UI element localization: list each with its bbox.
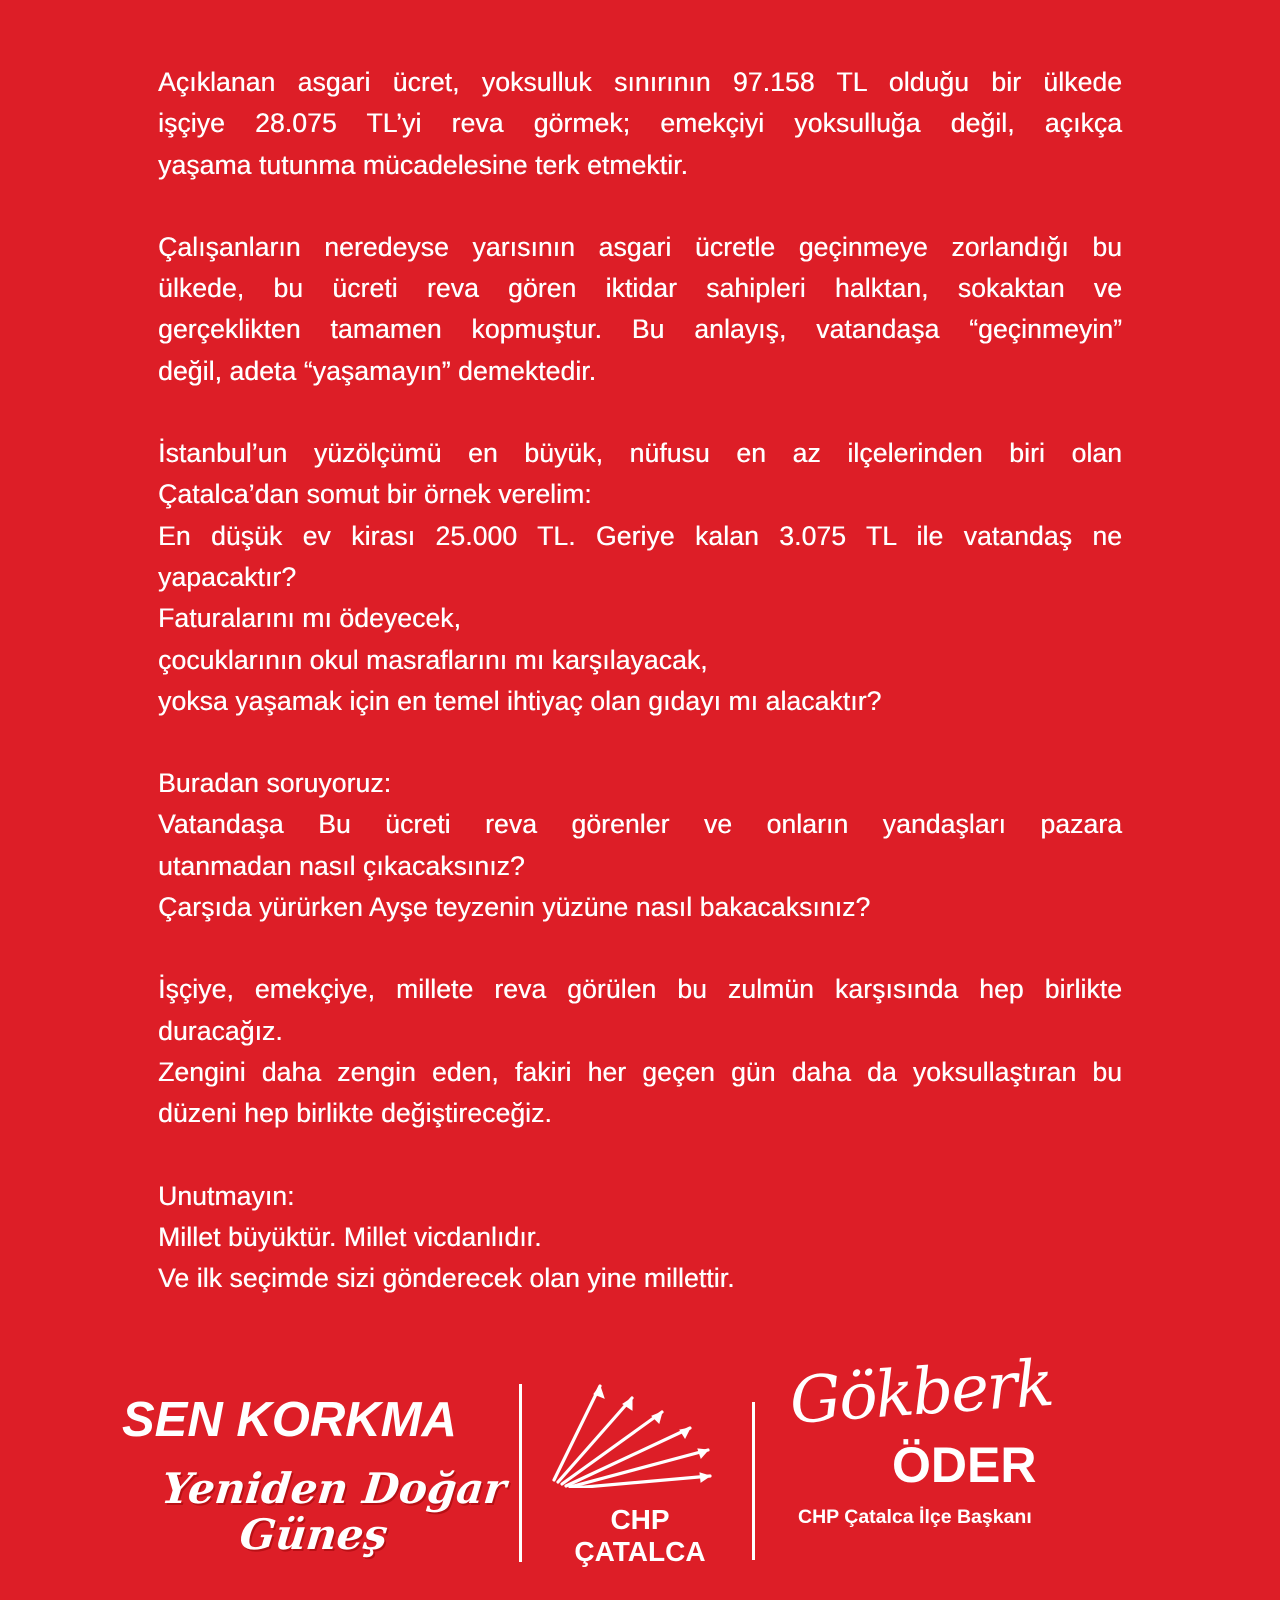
text-line: Zengini daha zengin eden, fakiri her geçen gün daha da yoksullaştıran bu <box>158 1056 1122 1087</box>
text-line: Vatandaşa Bu ücreti reva görenler ve onların yandaşları pazara <box>158 809 1122 840</box>
slogan-subtitle-line1: Yeniden Doğar <box>159 1464 509 1513</box>
text-line: yoksa yaşamak için en temel ihtiyaç olan gıdayı mı alacaktır? <box>158 685 882 716</box>
text-line: duracağız. <box>158 1015 283 1046</box>
text-line: utanmadan nasıl çıkacaksınız? <box>158 850 525 881</box>
text-line: işçiye 28.075 TL’yi reva görmek; emekçiyi yoksulluğa değil, açıkça <box>158 108 1122 139</box>
text-line: Unutmayın: <box>158 1180 295 1211</box>
signature-script: Gökberk <box>787 1346 1055 1439</box>
text-line: Çarşıda yürürken Ayşe teyzenin yüzüne nasıl bakacaksınız? <box>158 892 871 923</box>
slogan-title: SEN KORKMA <box>122 1393 457 1447</box>
paragraph <box>158 227 1122 392</box>
text-line: yapacaktır? <box>158 561 297 592</box>
party-district: ÇATALCA <box>574 1536 706 1567</box>
signature-role: CHP Çatalca İlçe Başkanı <box>798 1506 1032 1528</box>
text-line: İşçiye, emekçiye, millete reva görülen bu zulmün karşısında hep birlikte <box>158 974 1122 1005</box>
paragraph <box>158 969 1122 1134</box>
text-line: çocuklarının okul masraflarını mı karşılayacak, <box>158 644 708 675</box>
divider-left <box>519 1384 522 1562</box>
paragraph <box>158 62 1122 186</box>
text-line: İstanbul’un yüzölçümü en büyük, nüfusu en az ilçelerinden biri olan <box>158 438 1122 469</box>
text-line: değil, adeta “yaşamayın” demektedir. <box>158 355 597 386</box>
text-line: yaşama tutunma mücadelesine terk etmektir. <box>158 149 689 180</box>
chp-six-arrows-icon <box>552 1378 712 1488</box>
text-line: Çatalca’dan somut bir örnek verelim: <box>158 479 592 510</box>
divider-right <box>752 1402 755 1560</box>
text-line: düzeni hep birlikte değiştireceğiz. <box>158 1098 552 1129</box>
paragraph <box>158 763 1122 928</box>
text-line: Ve ilk seçimde sizi gönderecek olan yine millettir. <box>158 1263 735 1294</box>
text-line: Millet büyüktür. Millet vicdanlıdır. <box>158 1221 542 1252</box>
text-line: Faturalarını mı ödeyecek, <box>158 603 461 634</box>
footer <box>0 1346 1280 1570</box>
text-line: En düşük ev kirası 25.000 TL. Geriye kalan 3.075 TL ile vatandaş ne <box>158 520 1122 551</box>
signature-name: ÖDER <box>892 1437 1037 1493</box>
text-line: Buradan soruyoruz: <box>158 768 392 799</box>
text-line: ülkede, bu ücreti reva gören iktidar sahipleri halktan, sokaktan ve <box>158 273 1122 304</box>
party-name: CHP <box>610 1504 670 1535</box>
paragraph <box>158 433 1122 722</box>
slogan-subtitle-line2: Güneş <box>237 1510 390 1559</box>
text-line: Açıklanan asgari ücret, yoksulluk sınırının 97.158 TL olduğu bir ülkede <box>158 67 1122 97</box>
letter-body <box>158 62 1122 1340</box>
text-line: Çalışanların neredeyse yarısının asgari ücretle geçinmeye zorlandığı bu <box>158 231 1122 262</box>
paragraph <box>158 1176 1122 1300</box>
text-line: gerçeklikten tamamen kopmuştur. Bu anlayış, vatandaşa “geçinmeyin” <box>158 314 1122 345</box>
